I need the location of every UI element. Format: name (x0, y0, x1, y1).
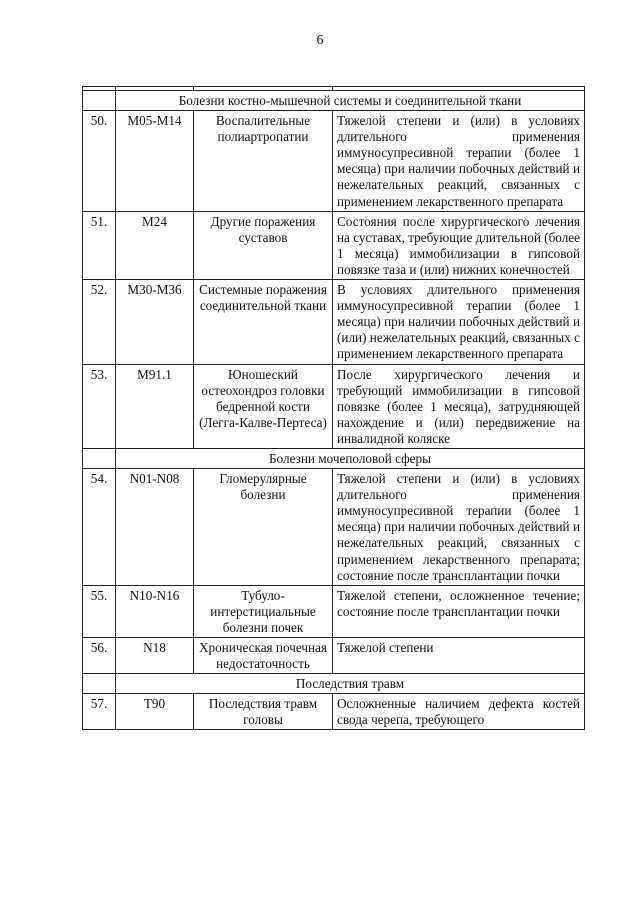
section-blank-cell (83, 674, 116, 694)
icd-code: N10-N16 (116, 585, 194, 637)
condition-description: Тяжелой степени, осложненное течение; состояние после трансплантации почки (333, 585, 585, 637)
disease-name: Гломерулярные болезни (194, 469, 333, 586)
section-header-row (83, 448, 585, 468)
row-number: 55. (83, 585, 116, 637)
icd-code: M30-M36 (116, 280, 194, 364)
section-header-row (83, 674, 585, 694)
row-number: 53. (83, 364, 116, 448)
section-title: Последствия травм (116, 674, 585, 694)
row-number: 54. (83, 469, 116, 586)
table-row (83, 211, 585, 279)
table-row (83, 469, 585, 586)
disease-name: Другие поражения суставов (194, 211, 333, 279)
icd-code: T90 (116, 694, 194, 730)
condition-description: Тяжелой степени (333, 638, 585, 674)
disease-name: Системные поражения соединительной ткани (194, 280, 333, 364)
disease-name: Воспалительные полиартропатии (194, 111, 333, 212)
condition-description: Тяжелой степени и (или) в условиях длительного применения иммуносупресивной терапии (более 1 месяца) при наличии побочных действий и нежелательных реакций, связанных с применением лекарственного препарата (333, 111, 585, 212)
icd-code: N01-N08 (116, 469, 194, 586)
table-row (83, 694, 585, 730)
icd-code: M91.1 (116, 364, 194, 448)
disease-table (82, 86, 585, 730)
row-number: 57. (83, 694, 116, 730)
table-row (83, 585, 585, 637)
condition-description: Состояния после хирургического лечения на суставах, требующие длительной (более 1 месяца) иммобилизации в гипсовой повязке таза и (или) нижних конечностей (333, 211, 585, 279)
section-title: Болезни костно-мышечной системы и соединительной ткани (116, 91, 585, 111)
condition-description: В условиях длительного применения иммуносупресивной терапии (более 1 месяца) при наличии побочных действий и (или) нежелательных реакций, связанных с применением лекарственного препарата (333, 280, 585, 364)
disease-name: Последствия травм головы (194, 694, 333, 730)
condition-description: Осложненные наличием дефекта костей свода черепа, требующего (333, 694, 585, 730)
disease-name: Хроническая почечная недостаточность (194, 638, 333, 674)
row-number: 51. (83, 211, 116, 279)
disease-name: Юношеский остеохондроз головки бедренной кости (Легга-Калве-Пертеса) (194, 364, 333, 448)
condition-description: После хирургического лечения и требующий иммобилизации в гипсовой повязке (более 1 месяца), затрудняющей нахождение и (или) передвижение на инвалидной коляске (333, 364, 585, 448)
icd-code: N18 (116, 638, 194, 674)
section-header-row (83, 91, 585, 111)
section-title: Болезни мочеполовой сферы (116, 448, 585, 468)
disease-name: Тубуло-интерстициальные болезни почек (194, 585, 333, 637)
row-number: 50. (83, 111, 116, 212)
table-body (83, 87, 585, 730)
table-row (83, 280, 585, 364)
row-number: 52. (83, 280, 116, 364)
section-blank-cell (83, 91, 116, 111)
table-row (83, 111, 585, 212)
page-number: 6 (316, 33, 324, 48)
row-number: 56. (83, 638, 116, 674)
condition-description: Тяжелой степени и (или) в условиях длительного применения иммуносупресивной терапии (более 1 месяца) при наличии побочных действий и нежелательных реакций, связанных с применением лекарственного препарата; состояние после трансплантации почки (333, 469, 585, 586)
section-blank-cell (83, 448, 116, 468)
icd-code: M24 (116, 211, 194, 279)
table-row (83, 364, 585, 448)
icd-code: M05-M14 (116, 111, 194, 212)
table-row (83, 638, 585, 674)
